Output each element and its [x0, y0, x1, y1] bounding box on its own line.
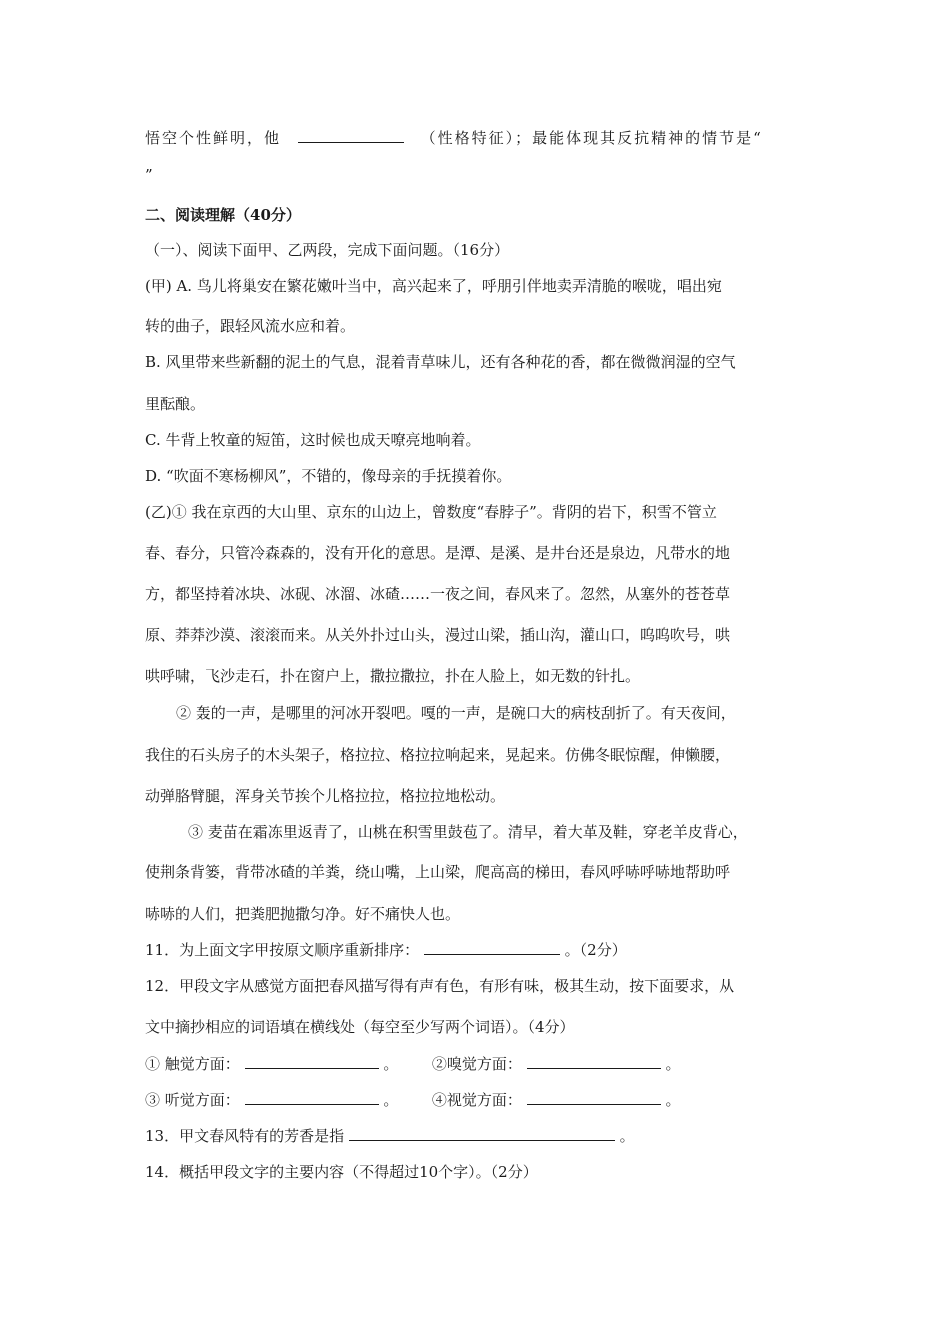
section-heading: 二、阅读理解（40分） — [145, 206, 301, 224]
question-12-line1: 12．甲段文字从感觉方面把春风描写得有声有色，有形有味，极其生动，按下面要求，从 — [145, 977, 735, 995]
intro-text-after: （性格特征）；最能体现其反抗精神的情节是“ — [420, 129, 763, 147]
passage-jia-d: D. “吹面不寒杨柳风”，不错的，像母亲的手抚摸着你。 — [145, 467, 512, 485]
smell-answer-blank — [527, 1054, 661, 1069]
question-11 — [145, 940, 627, 960]
sight-label: ④视觉方面： — [431, 1091, 522, 1109]
passage-yi-p3-line3: 哧哧的人们，把粪肥抛撒匀净。好不痛快人也。 — [145, 905, 461, 923]
passage-jia-c: C. 牛背上牧童的短笛，这时候也成天嘹亮地响着。 — [145, 431, 481, 449]
passage-yi-p3-line1: ③ 麦苗在霜冻里返青了，山桃在积雪里鼓苞了。清早，着大革及鞋，穿老羊皮背心， — [188, 823, 748, 841]
fragrance-answer-blank — [349, 1126, 615, 1141]
question-11-text: 11．为上面文字甲按原文顺序重新排序： — [145, 941, 420, 959]
smell-label: ②嗅觉方面： — [431, 1055, 522, 1073]
question-14: 14．概括甲段文字的主要内容（不得超过10个字）。（2分） — [145, 1163, 538, 1181]
hearing-answer-blank — [245, 1090, 379, 1105]
question-12-row1 — [145, 1054, 681, 1074]
question-12-row2 — [145, 1090, 681, 1110]
question-13 — [145, 1126, 635, 1146]
passage-yi-p3-line2: 使荆条背篓，背带冰碴的羊粪，绕山嘴，上山梁，爬高高的梯田，春风呼哧呼哧地帮助呼 — [145, 863, 731, 881]
order-answer-blank — [424, 940, 560, 955]
character-trait-blank — [298, 128, 404, 143]
question-11-points: 。（2分） — [564, 941, 627, 959]
intro-text-before: 悟空个性鲜明，他 — [145, 129, 282, 147]
passage-yi-p1-line2: 春、春分，只管冷森森的，没有开化的意思。是潭、是溪、是井台还是泉边，凡带水的地 — [145, 544, 731, 562]
passage-yi-p1-line5: 哄呼啸，飞沙走石，扑在窗户上，撒拉撒拉，扑在人脸上，如无数的针扎。 — [145, 667, 641, 685]
passage-yi-p2-line1: ② 轰的一声，是哪里的河冰开裂吧。嘎的一声，是碗口大的病枝刮折了。有天夜间， — [176, 704, 736, 722]
passage-jia-b-line1: B. 风里带来些新翻的泥土的气息，混着青草味儿，还有各种花的香，都在微微润湿的空气 — [145, 353, 736, 371]
question-13-text: 13．甲文春风特有的芳香是指 — [145, 1127, 345, 1145]
question-13-period: 。 — [619, 1127, 635, 1145]
passage-jia-a-line2: 转的曲子，跟轻风流水应和着。 — [145, 317, 356, 335]
touch-label: ① 触觉方面： — [145, 1055, 240, 1073]
hearing-label: ③ 听觉方面： — [145, 1091, 240, 1109]
passage-yi-p1-line1: (乙)① 我在京西的大山里、京东的山边上，曾数度“春脖子”。背阴的岩下，积雪不管立 — [145, 503, 717, 521]
intro-line-2: ” — [145, 166, 153, 184]
sight-answer-blank — [527, 1090, 661, 1105]
intro-line-1 — [145, 128, 763, 148]
passage-yi-p1-line3: 方，都坚持着冰块、冰砚、冰溜、冰碴……一夜之间，春风来了。忽然，从塞外的苍苍草 — [145, 585, 731, 603]
sight-period: 。 — [665, 1091, 681, 1109]
touch-period: 。 — [383, 1055, 399, 1073]
passage-yi-p2-line3: 动弹胳臂腿，浑身关节挨个儿格拉拉，格拉拉地松动。 — [145, 787, 506, 805]
passage-jia-a-line1: (甲) A. 鸟儿将巢安在繁花嫩叶当中，高兴起来了，呼朋引伴地卖弄清脆的喉咙，唱出宛 — [145, 277, 722, 295]
question-12-line2: 文中摘抄相应的词语填在横线处（每空至少写两个词语）。（4分） — [145, 1018, 575, 1036]
hearing-period: 。 — [383, 1091, 399, 1109]
smell-period: 。 — [665, 1055, 681, 1073]
passage-yi-p1-line4: 原、莽莽沙漠、滚滚而来。从关外扑过山头，漫过山梁，插山沟，灌山口，呜呜吹号，哄 — [145, 626, 731, 644]
passage-yi-p2-line2: 我住的石头房子的木头架子，格拉拉、格拉拉响起来，晃起来。仿佛冬眠惊醒，伸懒腰， — [145, 746, 731, 764]
touch-answer-blank — [245, 1054, 379, 1069]
passage-jia-b-line2: 里酝酿。 — [145, 395, 206, 413]
part-instruction: （一）、阅读下面甲、乙两段，完成下面问题。（16分） — [145, 241, 510, 259]
